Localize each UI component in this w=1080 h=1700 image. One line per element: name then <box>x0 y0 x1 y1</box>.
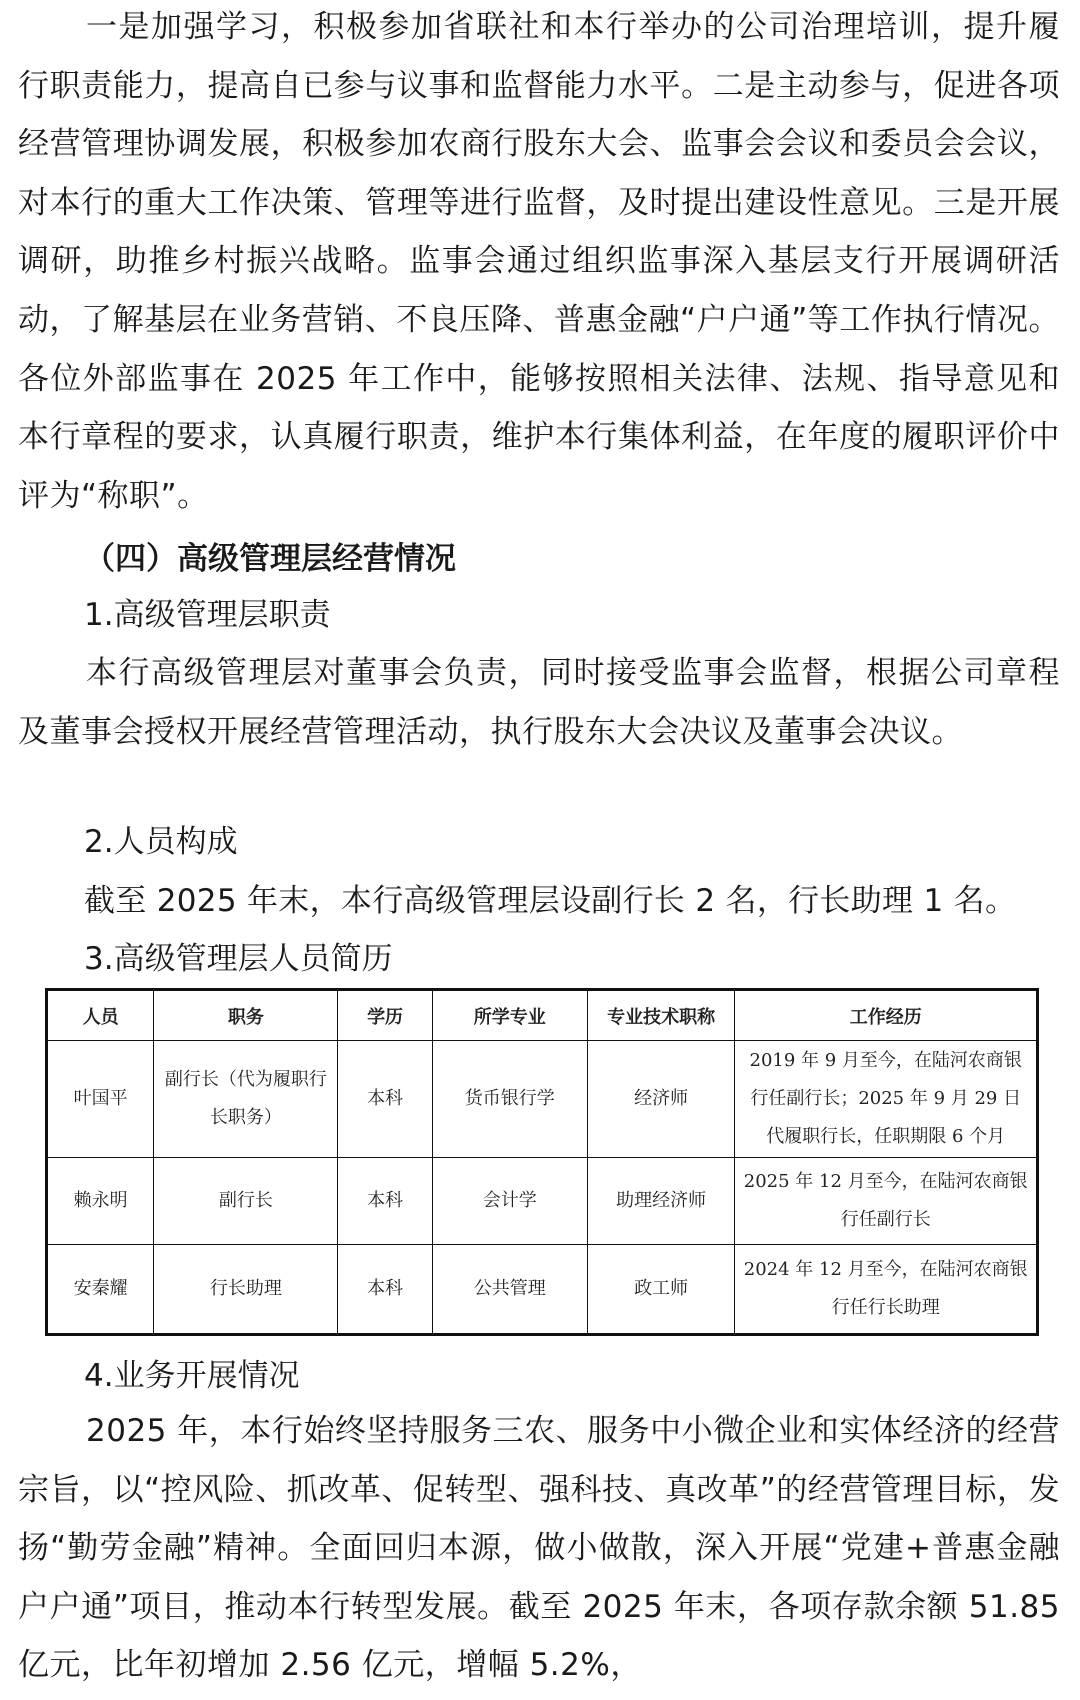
paragraph-composition: 截至 2025 年末，本行高级管理层设副行长 2 名，行长助理 1 名。 <box>84 883 1017 919</box>
table-header-cell: 人员 <box>47 990 154 1041</box>
table-cell: 2024 年 12 月至今，在陆河农商银行任行长助理 <box>735 1245 1038 1335</box>
table-cell: 本科 <box>338 1158 432 1245</box>
table-cell: 安秦耀 <box>47 1245 154 1335</box>
paragraph-responsibilities: 本行高级管理层对董事会负责，同时接受监事会监督，根据公司章程及董事会授权开展经营管理活动，执行股东大会决议及董事会决议。 <box>18 655 1060 750</box>
table-cell: 本科 <box>338 1245 432 1335</box>
table-cell: 政工师 <box>587 1245 735 1335</box>
table-header-row <box>47 990 1038 1041</box>
table-cell: 货币银行学 <box>432 1041 587 1158</box>
table-cell: 行长助理 <box>154 1245 338 1335</box>
table-cell: 公共管理 <box>432 1245 587 1335</box>
subheading-business: 4.业务开展情况 <box>84 1358 300 1394</box>
table-row <box>47 1245 1038 1335</box>
table-header-cell: 专业技术职称 <box>587 990 735 1041</box>
table-header-cell: 所学专业 <box>432 990 587 1041</box>
table-header-cell: 工作经历 <box>735 990 1038 1041</box>
table-cell: 赖永明 <box>47 1158 154 1245</box>
table-cell: 叶国平 <box>47 1041 154 1158</box>
subheading-resumes: 3.高级管理层人员简历 <box>84 941 393 977</box>
table-row <box>47 1158 1038 1245</box>
subheading-composition: 2.人员构成 <box>84 824 238 860</box>
resume-table <box>45 988 1039 1336</box>
table-cell: 2025 年 12 月至今，在陆河农商银行任副行长 <box>735 1158 1038 1245</box>
table-header-cell: 职务 <box>154 990 338 1041</box>
table-cell: 2019 年 9 月至今，在陆河农商银行任副行长；2025 年 9 月 29 日代履职行长，任职期限 6 个月 <box>735 1041 1038 1158</box>
paragraph-business: 2025 年，本行始终坚持服务三农、服务中小微企业和实体经济的经营宗旨，以“控风险、抓改革、促转型、强科技、真改革”的经营管理目标，发扬“勤劳金融”精神。全面回归本源，做小做散，深入开展“党建+普惠金融户户通”项目，推动本行转型发展。截至 2025 年末，各项存款余额 51.85 亿元，比年初增加 2.56 亿元，增幅 5.2%， <box>18 1413 1060 1684</box>
section-heading-senior-management: （四）高级管理层经营情况 <box>84 541 456 577</box>
table-cell: 助理经济师 <box>587 1158 735 1245</box>
subheading-responsibilities: 1.高级管理层职责 <box>84 597 331 633</box>
table-row <box>47 1041 1038 1158</box>
table-header-cell: 学历 <box>338 990 432 1041</box>
table-cell: 副行长（代为履职行长职务） <box>154 1041 338 1158</box>
paragraph-supervisors-work: 一是加强学习，积极参加省联社和本行举办的公司治理培训，提升履行职责能力，提高自已参与议事和监督能力水平。二是主动参与，促进各项经营管理协调发展，积极参加农商行股东大会、监事会会议和委员会会议，对本行的重大工作决策、管理等进行监督，及时提出建设性意见。三是开展调研，助推乡村振兴战略。监事会通过组织监事深入基层支行开展调研活动，了解基层在业务营销、不良压降、普惠金融“户户通”等工作执行情况。各位外部监事在 2025 年工作中，能够按照相关法律、法规、指导意见和本行章程的要求，认真履行职责，维护本行集体利益，在年度的履职评价中评为“称职”。 <box>18 9 1060 514</box>
table-cell: 经济师 <box>587 1041 735 1158</box>
table-cell: 副行长 <box>154 1158 338 1245</box>
table-cell: 本科 <box>338 1041 432 1158</box>
table-cell: 会计学 <box>432 1158 587 1245</box>
